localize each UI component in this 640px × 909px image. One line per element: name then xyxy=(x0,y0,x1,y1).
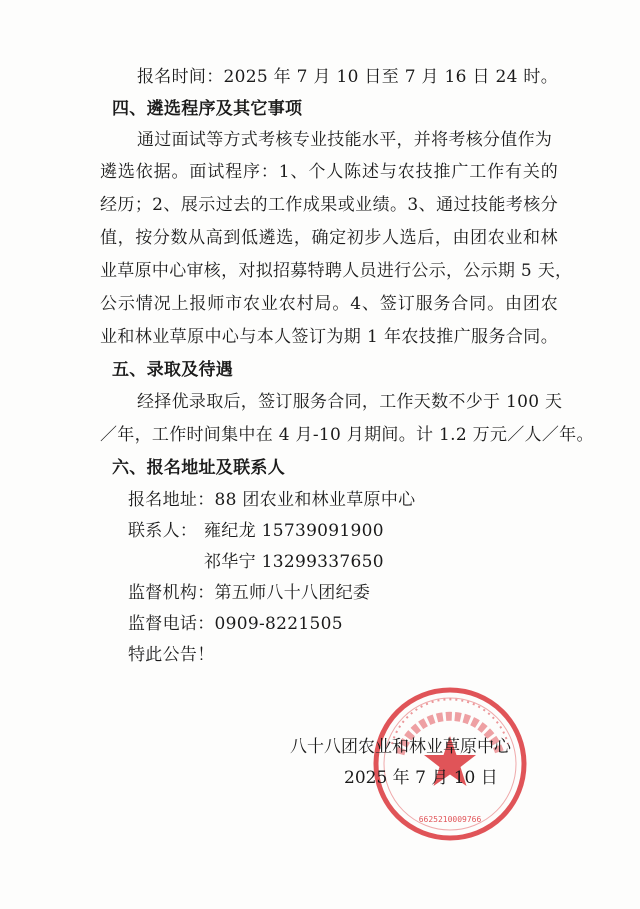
supervision-phone: 监督电话：0909-8221505 xyxy=(128,614,343,634)
paragraph-line: 业草原中心审核，对拟招募特聘人员进行公示，公示期 5 天， xyxy=(100,261,573,281)
signature-date: 2025 年 7 月 10 日 xyxy=(344,768,498,788)
paragraph-line: ／年，工作时间集中在 4 月-10 月期间。计 1.2 万元／人／年。 xyxy=(100,425,594,445)
section-heading-contact: 六、报名地址及联系人 xyxy=(112,458,285,478)
section-heading-selection: 四、遴选程序及其它事项 xyxy=(112,99,303,119)
official-seal-stamp xyxy=(370,684,530,844)
paragraph-line: 遴选依据。面试程序：1、个人陈述与农技推广工作有关的 xyxy=(100,162,558,182)
paragraph-line: 值，按分数从高到低遴选，确定初步人选后，由团农业和林 xyxy=(100,228,558,248)
paragraph-line: 经历；2、展示过去的工作成果或业绩。3、通过技能考核分 xyxy=(100,195,558,215)
contact-person-2: 祁华宁 13299337650 xyxy=(204,552,384,572)
supervision-agency: 监督机构：第五师八十八团纪委 xyxy=(128,583,371,603)
registration-time-line: 报名时间：2025 年 7 月 10 日至 7 月 16 日 24 时。 xyxy=(137,67,559,87)
paragraph-line: 业和林业草原中心与本人签订为期 1 年农技推广服务合同。 xyxy=(100,327,558,347)
contact-label: 联系人： xyxy=(128,521,198,541)
paragraph-line: 经择优录取后，签订服务合同，工作天数不少于 100 天 xyxy=(137,392,563,412)
section-heading-admission: 五、录取及待遇 xyxy=(112,360,234,380)
closing-remark: 特此公告！ xyxy=(128,645,215,665)
registration-address: 报名地址：88 团农业和林业草原中心 xyxy=(128,490,416,510)
contact-person-1: 雍纪龙 15739091900 xyxy=(204,521,384,541)
paragraph-line: 公示情况上报师市农业农村局。4、签订服务合同。由团农 xyxy=(100,294,558,314)
signature-organization: 八十八团农业和林业草原中心 xyxy=(290,737,511,757)
seal-code: 6625210009766 xyxy=(418,815,482,824)
paragraph-line: 通过面试等方式考核专业技能水平，并将考核分值作为 xyxy=(137,130,553,150)
